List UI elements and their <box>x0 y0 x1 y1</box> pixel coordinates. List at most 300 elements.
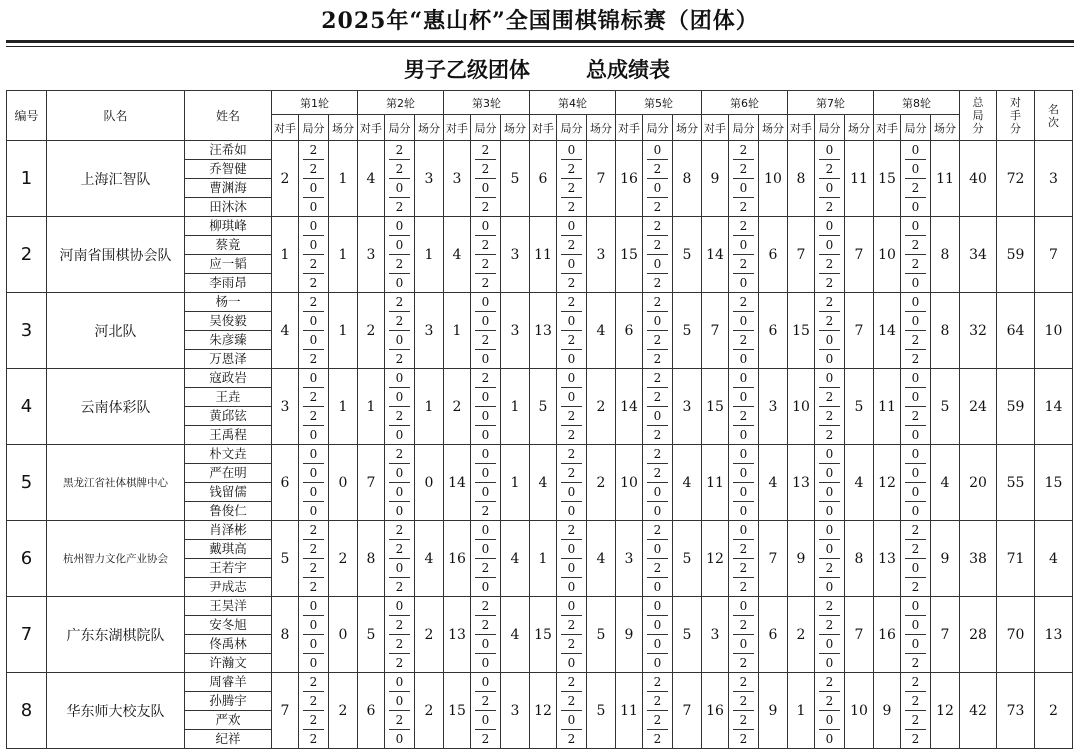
header-game-pts: 局分 <box>901 115 931 141</box>
game-points-stack <box>815 599 844 670</box>
round-match-points: 1 <box>501 445 530 521</box>
round-match-points: 2 <box>329 673 358 749</box>
game-points-stack <box>557 219 586 290</box>
game-points-stack <box>385 143 414 214</box>
player-name: 李雨昂 <box>209 275 247 290</box>
player-name: 田沐沐 <box>209 199 247 214</box>
board-game-point: 0 <box>475 673 496 692</box>
header-match-pts: 场分 <box>759 115 788 141</box>
player-names <box>185 141 272 217</box>
header-opp: 对手 <box>272 115 299 141</box>
table-row <box>7 673 1073 749</box>
game-points-stack <box>729 523 758 594</box>
board-game-point: 0 <box>389 388 410 407</box>
player-name: 汪希如 <box>185 141 271 160</box>
team-name: 云南体彩队 <box>47 369 185 445</box>
header-opp: 对手 <box>874 115 901 141</box>
board-game-point: 0 <box>475 711 496 730</box>
board-game-point: 0 <box>653 656 662 670</box>
game-points-stack <box>299 599 328 670</box>
board-game-point: 2 <box>733 331 754 350</box>
round-opponent: 13 <box>788 445 815 521</box>
board-game-point: 0 <box>647 255 668 274</box>
board-game-point: 0 <box>905 597 926 616</box>
board-game-point: 0 <box>561 388 582 407</box>
board-game-point: 0 <box>475 217 496 236</box>
round-match-points: 9 <box>759 673 788 749</box>
round-match-points: 3 <box>501 217 530 293</box>
round-opponent: 15 <box>874 141 901 217</box>
round-game-points <box>557 597 587 673</box>
board-game-point: 0 <box>739 352 748 366</box>
table-row <box>7 597 1073 673</box>
round-opponent: 12 <box>530 673 557 749</box>
board-game-point: 0 <box>389 559 410 578</box>
round-match-points: 11 <box>931 141 960 217</box>
player-name: 许瀚文 <box>209 655 247 670</box>
round-game-points <box>729 369 759 445</box>
round-match-points: 1 <box>329 217 358 293</box>
game-points-stack <box>557 599 586 670</box>
board-game-point: 2 <box>825 276 834 290</box>
board-game-point: 0 <box>475 388 496 407</box>
board-game-point: 2 <box>905 540 926 559</box>
round-match-points: 7 <box>845 597 874 673</box>
round-game-points <box>729 217 759 293</box>
header-game-pts: 局分 <box>815 115 845 141</box>
round-game-points <box>815 445 845 521</box>
round-opponent: 9 <box>874 673 901 749</box>
team-name: 广东东湖棋院队 <box>47 597 185 673</box>
round-game-points <box>299 369 329 445</box>
team-number: 3 <box>7 293 47 369</box>
player-name: 安冬旭 <box>185 616 271 635</box>
round-game-points <box>299 597 329 673</box>
board-game-point: 2 <box>819 597 840 616</box>
board-game-point: 2 <box>561 293 582 312</box>
game-points-stack <box>299 295 328 366</box>
round-game-points <box>643 597 673 673</box>
board-game-point: 2 <box>561 179 582 198</box>
round-match-points: 2 <box>415 673 444 749</box>
board-game-point: 2 <box>905 236 926 255</box>
board-game-point: 2 <box>825 200 834 214</box>
board-game-point: 2 <box>303 692 324 711</box>
round-game-points <box>299 673 329 749</box>
round-opponent: 9 <box>616 597 643 673</box>
board-game-point: 0 <box>647 141 668 160</box>
round-opponent: 5 <box>530 369 557 445</box>
player-names <box>185 521 272 597</box>
opponent-score: 59 <box>997 369 1035 445</box>
round-opponent: 10 <box>788 369 815 445</box>
round-match-points: 9 <box>931 521 960 597</box>
game-points-stack <box>815 371 844 442</box>
round-game-points <box>471 445 501 521</box>
game-points-stack <box>901 447 930 518</box>
round-match-points: 0 <box>329 445 358 521</box>
board-game-point: 2 <box>905 179 926 198</box>
round-match-points: 3 <box>501 673 530 749</box>
board-game-point: 0 <box>905 217 926 236</box>
player-name: 寇政岩 <box>185 369 271 388</box>
game-points-stack <box>643 675 672 746</box>
player-name: 尹成志 <box>209 579 247 594</box>
table-row <box>7 521 1073 597</box>
board-game-point: 0 <box>905 293 926 312</box>
player-name: 蔡竟 <box>185 236 271 255</box>
player-name: 朱彦臻 <box>185 331 271 350</box>
board-game-point: 0 <box>481 428 490 442</box>
header-no: 编号 <box>7 91 47 141</box>
round-match-points: 3 <box>759 369 788 445</box>
board-game-point: 2 <box>309 352 318 366</box>
round-opponent: 9 <box>702 141 729 217</box>
board-game-point: 0 <box>389 236 410 255</box>
board-game-point: 2 <box>733 141 754 160</box>
round-game-points <box>385 445 415 521</box>
game-points-stack <box>471 295 500 366</box>
board-game-point: 0 <box>819 483 840 502</box>
player-name: 柳琪峰 <box>185 217 271 236</box>
board-game-point: 2 <box>303 388 324 407</box>
board-game-point: 0 <box>825 580 834 594</box>
board-game-point: 2 <box>733 217 754 236</box>
board-game-point: 0 <box>303 312 324 331</box>
round-game-points <box>471 141 501 217</box>
board-game-point: 2 <box>647 293 668 312</box>
round-match-points: 10 <box>845 673 874 749</box>
round-game-points <box>729 445 759 521</box>
board-game-point: 0 <box>561 540 582 559</box>
player-name: 王若宇 <box>185 559 271 578</box>
board-game-point: 2 <box>647 692 668 711</box>
board-game-point: 0 <box>647 597 668 616</box>
board-game-point: 2 <box>309 732 318 746</box>
board-game-point: 2 <box>475 160 496 179</box>
round-game-points <box>815 141 845 217</box>
round-match-points: 5 <box>587 597 616 673</box>
round-match-points: 3 <box>501 293 530 369</box>
header-match-pts: 场分 <box>329 115 358 141</box>
board-game-point: 0 <box>475 540 496 559</box>
round-opponent: 16 <box>702 673 729 749</box>
board-game-point: 2 <box>733 692 754 711</box>
round-match-points: 5 <box>673 217 702 293</box>
team-number: 8 <box>7 673 47 749</box>
player-names <box>185 597 272 673</box>
board-game-point: 0 <box>825 732 834 746</box>
player-name: 鲁俊仁 <box>209 503 247 518</box>
board-game-point: 0 <box>825 656 834 670</box>
board-game-point: 0 <box>389 369 410 388</box>
round-game-points <box>729 141 759 217</box>
header-match-pts: 场分 <box>587 115 616 141</box>
board-game-point: 2 <box>905 711 926 730</box>
total-game-points: 34 <box>960 217 997 293</box>
game-points-stack <box>643 219 672 290</box>
team-name: 上海汇智队 <box>47 141 185 217</box>
game-points-stack <box>643 371 672 442</box>
player-name: 严欢 <box>185 711 271 730</box>
title-rule-thick <box>6 40 1074 43</box>
player-name: 黄邱铉 <box>185 407 271 426</box>
board-game-point: 0 <box>389 217 410 236</box>
board-game-point: 2 <box>395 200 404 214</box>
round-game-points <box>385 293 415 369</box>
round-match-points: 4 <box>501 521 530 597</box>
board-game-point: 2 <box>911 656 920 670</box>
round-match-points: 10 <box>759 141 788 217</box>
board-game-point: 0 <box>647 616 668 635</box>
player-name: 吴俊毅 <box>185 312 271 331</box>
board-game-point: 0 <box>905 312 926 331</box>
round-match-points: 4 <box>501 597 530 673</box>
board-game-point: 2 <box>819 388 840 407</box>
board-game-point: 2 <box>309 276 318 290</box>
opponent-score: 55 <box>997 445 1035 521</box>
table-row <box>7 141 1073 217</box>
board-game-point: 0 <box>303 445 324 464</box>
board-game-point: 2 <box>567 276 576 290</box>
player-name: 曹渊海 <box>185 179 271 198</box>
round-match-points: 1 <box>501 369 530 445</box>
board-game-point: 0 <box>647 635 668 654</box>
board-game-point: 2 <box>647 331 668 350</box>
game-points-stack <box>471 523 500 594</box>
round-game-points <box>815 673 845 749</box>
standings-table <box>6 90 1073 749</box>
player-name: 肖泽彬 <box>185 521 271 540</box>
total-game-points: 38 <box>960 521 997 597</box>
round-opponent: 11 <box>530 217 557 293</box>
board-game-point: 2 <box>475 597 496 616</box>
round-match-points: 8 <box>673 141 702 217</box>
board-game-point: 2 <box>389 521 410 540</box>
round-game-points <box>385 521 415 597</box>
round-match-points: 1 <box>329 141 358 217</box>
round-game-points <box>299 445 329 521</box>
board-game-point: 2 <box>825 428 834 442</box>
board-game-point: 2 <box>303 407 324 426</box>
board-game-point: 2 <box>561 464 582 483</box>
round-opponent: 2 <box>788 597 815 673</box>
board-game-point: 2 <box>309 580 318 594</box>
board-game-point: 2 <box>653 428 662 442</box>
team-number: 6 <box>7 521 47 597</box>
board-game-point: 0 <box>905 616 926 635</box>
opponent-score: 59 <box>997 217 1035 293</box>
board-game-point: 2 <box>819 255 840 274</box>
team-number: 1 <box>7 141 47 217</box>
board-game-point: 0 <box>567 656 576 670</box>
board-game-point: 2 <box>303 141 324 160</box>
round-match-points: 7 <box>845 217 874 293</box>
player-names <box>185 445 272 521</box>
round-opponent: 2 <box>272 141 299 217</box>
round-game-points <box>643 369 673 445</box>
round-opponent: 6 <box>616 293 643 369</box>
board-game-point: 2 <box>395 352 404 366</box>
round-game-points <box>815 293 845 369</box>
game-points-stack <box>557 523 586 594</box>
header-game-pts: 局分 <box>643 115 673 141</box>
board-game-point: 2 <box>733 407 754 426</box>
board-game-point: 0 <box>733 483 754 502</box>
board-game-point: 2 <box>647 464 668 483</box>
round-game-points <box>299 293 329 369</box>
table-row <box>7 369 1073 445</box>
game-points-stack <box>815 219 844 290</box>
board-game-point: 0 <box>303 369 324 388</box>
round-match-points: 1 <box>415 217 444 293</box>
round-game-points <box>557 445 587 521</box>
game-points-stack <box>901 523 930 594</box>
header-game-pts: 局分 <box>385 115 415 141</box>
board-game-point: 2 <box>389 635 410 654</box>
header-rank: 名 次 <box>1035 91 1073 141</box>
board-game-point: 0 <box>389 483 410 502</box>
board-game-point: 0 <box>733 312 754 331</box>
round-opponent: 4 <box>444 217 471 293</box>
board-game-point: 0 <box>475 483 496 502</box>
game-points-stack <box>471 219 500 290</box>
subtitle-category: 男子乙级团体 <box>404 57 530 82</box>
board-game-point: 2 <box>905 255 926 274</box>
header-match-pts: 场分 <box>415 115 444 141</box>
round-game-points <box>901 673 931 749</box>
round-opponent: 3 <box>444 141 471 217</box>
board-game-point: 0 <box>567 504 576 518</box>
board-game-point: 2 <box>481 504 490 518</box>
round-opponent: 7 <box>788 217 815 293</box>
round-opponent: 8 <box>358 521 385 597</box>
player-name: 应一韬 <box>185 255 271 274</box>
board-game-point: 0 <box>309 656 318 670</box>
board-game-point: 2 <box>733 673 754 692</box>
board-game-point: 2 <box>819 692 840 711</box>
total-game-points: 20 <box>960 445 997 521</box>
board-game-point: 2 <box>561 692 582 711</box>
board-game-point: 0 <box>561 483 582 502</box>
rank: 14 <box>1035 369 1073 445</box>
round-match-points: 3 <box>415 141 444 217</box>
board-game-point: 0 <box>389 179 410 198</box>
game-points-stack <box>299 447 328 518</box>
board-game-point: 0 <box>733 236 754 255</box>
game-points-stack <box>815 143 844 214</box>
game-points-stack <box>557 371 586 442</box>
board-game-point: 0 <box>567 580 576 594</box>
round-match-points: 8 <box>931 217 960 293</box>
board-game-point: 2 <box>911 732 920 746</box>
board-game-point: 0 <box>733 369 754 388</box>
board-game-point: 2 <box>905 692 926 711</box>
board-game-point: 2 <box>395 656 404 670</box>
round-opponent: 5 <box>358 597 385 673</box>
round-opponent: 3 <box>272 369 299 445</box>
player-names <box>185 217 272 293</box>
header-name: 姓名 <box>185 91 272 141</box>
board-game-point: 2 <box>475 559 496 578</box>
board-game-point: 0 <box>303 179 324 198</box>
board-game-point: 2 <box>475 255 496 274</box>
round-match-points: 6 <box>759 217 788 293</box>
header-match-pts: 场分 <box>931 115 960 141</box>
round-match-points: 5 <box>501 141 530 217</box>
round-match-points: 7 <box>759 521 788 597</box>
board-game-point: 0 <box>309 504 318 518</box>
board-game-point: 0 <box>389 464 410 483</box>
round-match-points: 7 <box>673 673 702 749</box>
player-name: 周睿羊 <box>185 673 271 692</box>
opponent-score: 72 <box>997 141 1035 217</box>
total-game-points: 40 <box>960 141 997 217</box>
round-opponent: 7 <box>702 293 729 369</box>
board-game-point: 2 <box>819 673 840 692</box>
board-game-point: 0 <box>819 179 840 198</box>
board-game-point: 2 <box>739 656 748 670</box>
round-match-points: 2 <box>329 521 358 597</box>
round-opponent: 2 <box>444 369 471 445</box>
board-game-point: 2 <box>303 160 324 179</box>
board-game-point: 0 <box>905 635 926 654</box>
board-game-point: 0 <box>567 352 576 366</box>
header-game-pts: 局分 <box>729 115 759 141</box>
team-name: 华东师大校友队 <box>47 673 185 749</box>
game-points-stack <box>643 599 672 670</box>
board-game-point: 2 <box>819 293 840 312</box>
round-game-points <box>643 141 673 217</box>
round-opponent: 13 <box>444 597 471 673</box>
header-opp-score: 对 手 分 <box>997 91 1035 141</box>
round-game-points <box>901 369 931 445</box>
total-game-points: 32 <box>960 293 997 369</box>
round-match-points: 4 <box>587 521 616 597</box>
game-points-stack <box>901 675 930 746</box>
board-game-point: 2 <box>561 445 582 464</box>
board-game-point: 2 <box>739 200 748 214</box>
board-game-point: 0 <box>733 521 754 540</box>
header-match-pts: 场分 <box>845 115 874 141</box>
board-game-point: 0 <box>389 331 410 350</box>
round-match-points: 7 <box>587 141 616 217</box>
round-match-points: 11 <box>845 141 874 217</box>
board-game-point: 2 <box>481 276 490 290</box>
board-game-point: 2 <box>739 732 748 746</box>
board-game-point: 2 <box>475 331 496 350</box>
opponent-score: 70 <box>997 597 1035 673</box>
board-game-point: 0 <box>647 179 668 198</box>
round-match-points: 4 <box>845 445 874 521</box>
board-game-point: 2 <box>905 673 926 692</box>
board-game-point: 2 <box>561 407 582 426</box>
round-game-points <box>643 217 673 293</box>
round-match-points: 3 <box>415 293 444 369</box>
board-game-point: 0 <box>561 559 582 578</box>
board-game-point: 2 <box>653 732 662 746</box>
board-game-point: 2 <box>481 200 490 214</box>
round-opponent: 1 <box>358 369 385 445</box>
round-game-points <box>729 597 759 673</box>
game-points-stack <box>729 295 758 366</box>
board-game-point: 2 <box>567 200 576 214</box>
round-opponent: 12 <box>874 445 901 521</box>
board-game-point: 2 <box>647 236 668 255</box>
board-game-point: 0 <box>905 559 926 578</box>
board-game-point: 2 <box>561 635 582 654</box>
board-game-point: 2 <box>911 580 920 594</box>
